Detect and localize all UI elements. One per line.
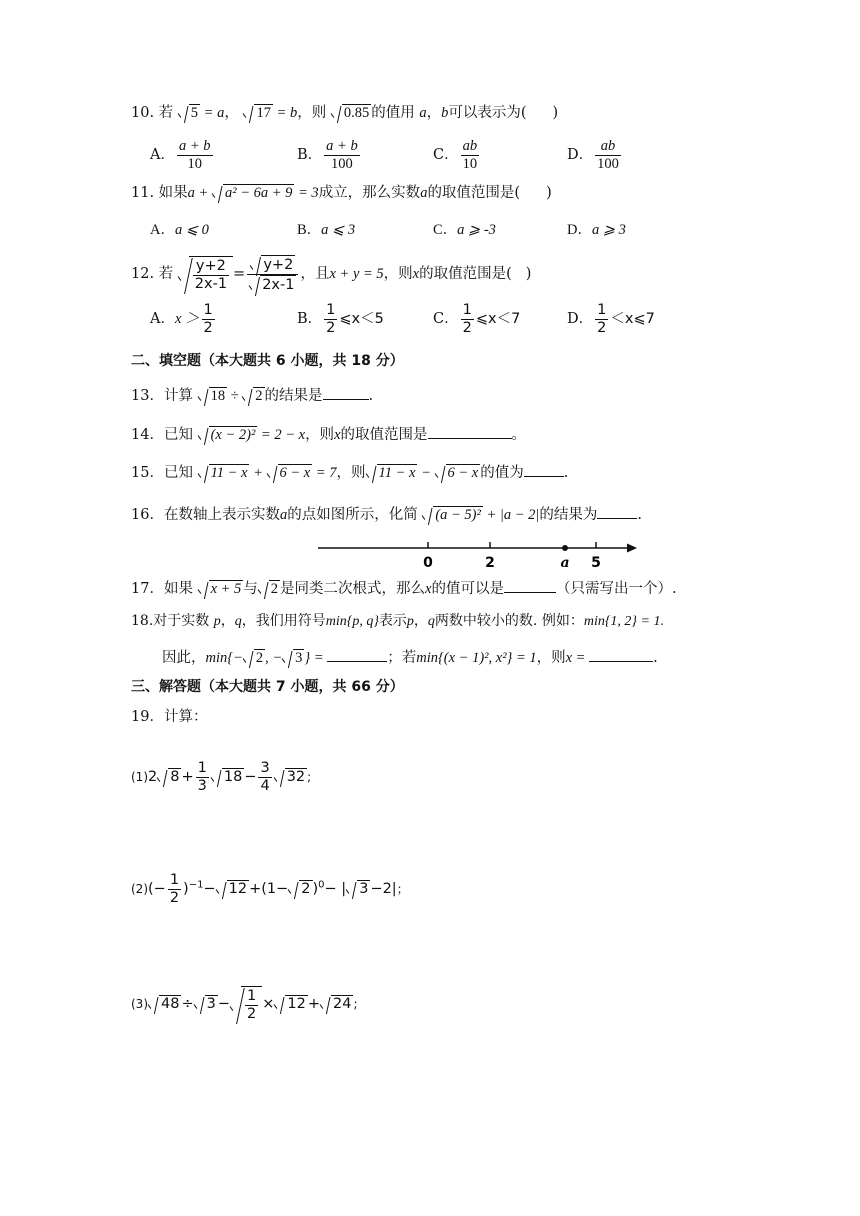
option-11a: A．a ⩽ 0 bbox=[150, 222, 209, 238]
sqrt-expression: 11 − x bbox=[366, 464, 418, 481]
text: + |a − 2| bbox=[482, 507, 540, 523]
sqrt-expression: (x − 2)² bbox=[198, 426, 258, 443]
text: , − bbox=[265, 650, 283, 666]
axis-arrow bbox=[627, 544, 637, 553]
text: . bbox=[653, 650, 658, 666]
text: ， bbox=[413, 613, 428, 629]
option-10d: D． $\frac{ab}{100}$ bbox=[567, 138, 619, 172]
text: 已知 bbox=[163, 427, 193, 443]
question-number: 13． bbox=[131, 388, 164, 404]
question-10 bbox=[131, 104, 558, 121]
text: 若 bbox=[158, 266, 174, 283]
question-19-part-1: (1)2 8 + $\frac{1}{3}$ 18 − $\frac{3}{4}$ 32 ; bbox=[131, 760, 312, 794]
sqrt-2: 2 bbox=[243, 649, 265, 666]
text: min{(x − 1)², x²} = 1 bbox=[416, 650, 537, 666]
text: 如果 bbox=[163, 581, 193, 597]
question-16 bbox=[131, 505, 642, 523]
section-heading-solutions: 三、解答题（本大题共 7 小题，共 66 分） bbox=[131, 679, 404, 695]
var-q: q bbox=[234, 614, 242, 629]
option-11b: B．a ⩽ 3 bbox=[297, 222, 356, 238]
sqrt-expression: 6 − x bbox=[435, 464, 481, 481]
text: 的取值范围是( bbox=[427, 185, 521, 201]
text: ， bbox=[224, 105, 239, 121]
sqrt-2: 2 bbox=[258, 580, 280, 597]
var-a: a bbox=[420, 185, 428, 201]
question-13 bbox=[131, 386, 373, 404]
question-18 bbox=[131, 614, 664, 629]
text: = a bbox=[200, 105, 225, 121]
text: ；若 bbox=[387, 650, 417, 666]
answer-blank[interactable] bbox=[327, 648, 387, 662]
label-2: 2 bbox=[485, 555, 495, 571]
question-14 bbox=[131, 425, 526, 443]
text: 的取值范围是 bbox=[340, 427, 428, 443]
sqrt-expression: x + 5 bbox=[198, 580, 244, 597]
part-label: (1) bbox=[131, 770, 148, 785]
point-a bbox=[562, 545, 568, 551]
option-10a: A． $\frac{a + b}{10}$ bbox=[150, 138, 211, 172]
option-12a: A．x ＞ $\frac{1}{2}$ bbox=[150, 302, 213, 336]
text: ，则 bbox=[383, 266, 413, 283]
question-number: 10. bbox=[131, 105, 155, 121]
text: 已知 bbox=[163, 465, 193, 481]
text: 可以表示为( bbox=[448, 105, 527, 121]
sqrt-expression: (a − 5)² bbox=[422, 506, 483, 523]
text: 。 bbox=[511, 427, 526, 443]
text: （只需写出一个）. bbox=[555, 581, 677, 597]
var-x: x bbox=[334, 427, 341, 443]
var-p: p bbox=[213, 614, 221, 629]
number-line-figure bbox=[315, 538, 645, 578]
text: ，则 bbox=[536, 650, 566, 666]
question-12 bbox=[131, 255, 531, 293]
option-10b: B． $\frac{a + b}{100}$ bbox=[297, 138, 358, 172]
text: = 3 bbox=[294, 185, 319, 201]
answer-blank[interactable] bbox=[597, 505, 637, 519]
text: ，则 bbox=[297, 105, 327, 121]
var-p: p bbox=[406, 614, 414, 629]
text: 是同类二次根式，那么 bbox=[280, 581, 426, 597]
option-12c: C． $\frac{1}{2}$ ⩽x＜7 bbox=[433, 302, 521, 336]
sqrt-0.85: 0.85 bbox=[331, 104, 371, 121]
text: min{− bbox=[205, 650, 243, 666]
text: 成立，那么实数 bbox=[318, 185, 421, 201]
text: ) bbox=[525, 266, 532, 283]
text: 的值可以是 bbox=[431, 581, 504, 597]
text: = 2 − x bbox=[257, 427, 306, 443]
question-number: 19． bbox=[131, 709, 164, 725]
question-19 bbox=[131, 710, 207, 725]
part-label: (2) bbox=[131, 882, 148, 897]
option-12b: B． $\frac{1}{2}$ ⩽x＜5 bbox=[297, 302, 384, 336]
var-a: a bbox=[279, 507, 288, 523]
question-number: 16． bbox=[131, 507, 164, 523]
text: ， bbox=[220, 613, 235, 629]
text: ， bbox=[426, 105, 442, 121]
label-a: a bbox=[560, 555, 570, 571]
sqrt-expression: 6 − x bbox=[267, 464, 313, 481]
fraction-right: $\frac{y+2}{2x-1}$ bbox=[247, 255, 298, 293]
question-11 bbox=[131, 184, 552, 201]
var-a: a bbox=[419, 105, 427, 121]
text: − bbox=[417, 465, 435, 481]
section-heading-fill-in: 二、填空题（本大题共 6 小题，共 18 分） bbox=[131, 353, 404, 369]
question-15 bbox=[131, 463, 568, 481]
answer-blank[interactable] bbox=[504, 579, 556, 593]
text: . bbox=[637, 507, 643, 523]
sqrt-5: 5 bbox=[178, 104, 200, 121]
sqrt-expression: a² − 6a + 9 bbox=[212, 184, 294, 201]
text: = 7 bbox=[312, 465, 337, 481]
sqrt-fraction-left: $\frac{y+2}{2x-1}$ bbox=[178, 256, 233, 292]
text: 在数轴上表示实数 bbox=[163, 507, 280, 523]
option-12d: D． $\frac{1}{2}$ ＜x⩽7 bbox=[567, 302, 655, 336]
text: . bbox=[368, 388, 374, 404]
text: 的取值范围是( bbox=[419, 266, 512, 283]
question-number: 15． bbox=[131, 465, 164, 481]
var-x: x bbox=[425, 581, 432, 597]
text: 两数中较小的数. 例如： bbox=[434, 613, 584, 629]
var-q: q bbox=[427, 614, 435, 629]
text: + bbox=[249, 465, 267, 481]
question-19-part-3: (3) 48 ÷ 3 − $\frac{1}{2}$ × 12 + 24 ; bbox=[131, 986, 358, 1022]
text: 对于实数 bbox=[153, 613, 210, 629]
text: x = bbox=[565, 650, 590, 666]
question-number: 11. bbox=[131, 185, 155, 201]
text: ，我们用符号 bbox=[241, 613, 326, 629]
question-number: 12. bbox=[131, 266, 155, 283]
answer-blank[interactable] bbox=[589, 648, 653, 662]
question-number: 17． bbox=[131, 581, 164, 597]
text: = b bbox=[272, 105, 298, 121]
option-11c: C．a ⩾ -3 bbox=[433, 222, 496, 238]
question-18-line-2 bbox=[162, 648, 658, 666]
text: ÷ bbox=[227, 388, 243, 404]
text: 的结果是 bbox=[264, 388, 323, 404]
text: ) bbox=[546, 185, 552, 201]
text: 与 bbox=[243, 581, 258, 597]
text: a + bbox=[187, 185, 212, 201]
question-number: 18. bbox=[131, 613, 154, 629]
sqrt-18: 18 bbox=[198, 387, 228, 404]
text: 若 bbox=[158, 105, 174, 121]
text: } = bbox=[304, 650, 328, 666]
text: 的结果为 bbox=[539, 507, 598, 523]
sqrt-2: 2 bbox=[242, 387, 264, 404]
var-x: x bbox=[412, 266, 420, 283]
sqrt-17: 17 bbox=[243, 104, 273, 121]
var-b: b bbox=[441, 105, 449, 121]
option-10c: C． $\frac{ab}{10}$ bbox=[433, 138, 478, 172]
question-number: 14． bbox=[131, 427, 164, 443]
sqrt-expression: 11 − x bbox=[198, 464, 250, 481]
text: 的点如图所示，化简 bbox=[287, 507, 418, 523]
text: 的值为 bbox=[480, 465, 524, 481]
text: . bbox=[563, 465, 569, 481]
text: 计算： bbox=[163, 709, 208, 725]
text: 的值用 bbox=[371, 105, 415, 121]
text: min{p, q} bbox=[325, 614, 379, 629]
text: ) bbox=[552, 105, 559, 121]
text: 计算 bbox=[163, 388, 193, 404]
question-17 bbox=[131, 579, 677, 597]
question-19-part-2: (2)(− $\frac{1}{2}$ )$^{-1}$− 12 +(1− 2 )$^0$− | 3 −2|； bbox=[131, 872, 409, 906]
text: x + y = 5 bbox=[329, 266, 384, 283]
text: 表示 bbox=[378, 613, 407, 629]
sqrt-3: 3 bbox=[282, 649, 304, 666]
text: ，则 bbox=[336, 465, 366, 481]
label-0: 0 bbox=[423, 555, 433, 571]
text: min{1, 2} = 1. bbox=[583, 614, 664, 629]
text: 如果 bbox=[158, 185, 188, 201]
text: = bbox=[233, 265, 246, 282]
part-label: (3) bbox=[131, 997, 148, 1012]
answer-blank[interactable] bbox=[524, 463, 564, 477]
text: ，则 bbox=[305, 427, 335, 443]
label-5: 5 bbox=[591, 555, 601, 571]
text: 因此， bbox=[162, 650, 206, 666]
text: ，且 bbox=[300, 266, 330, 283]
option-11d: D．a ⩾ 3 bbox=[567, 222, 626, 238]
answer-blank[interactable] bbox=[428, 425, 512, 439]
answer-blank[interactable] bbox=[323, 386, 369, 400]
